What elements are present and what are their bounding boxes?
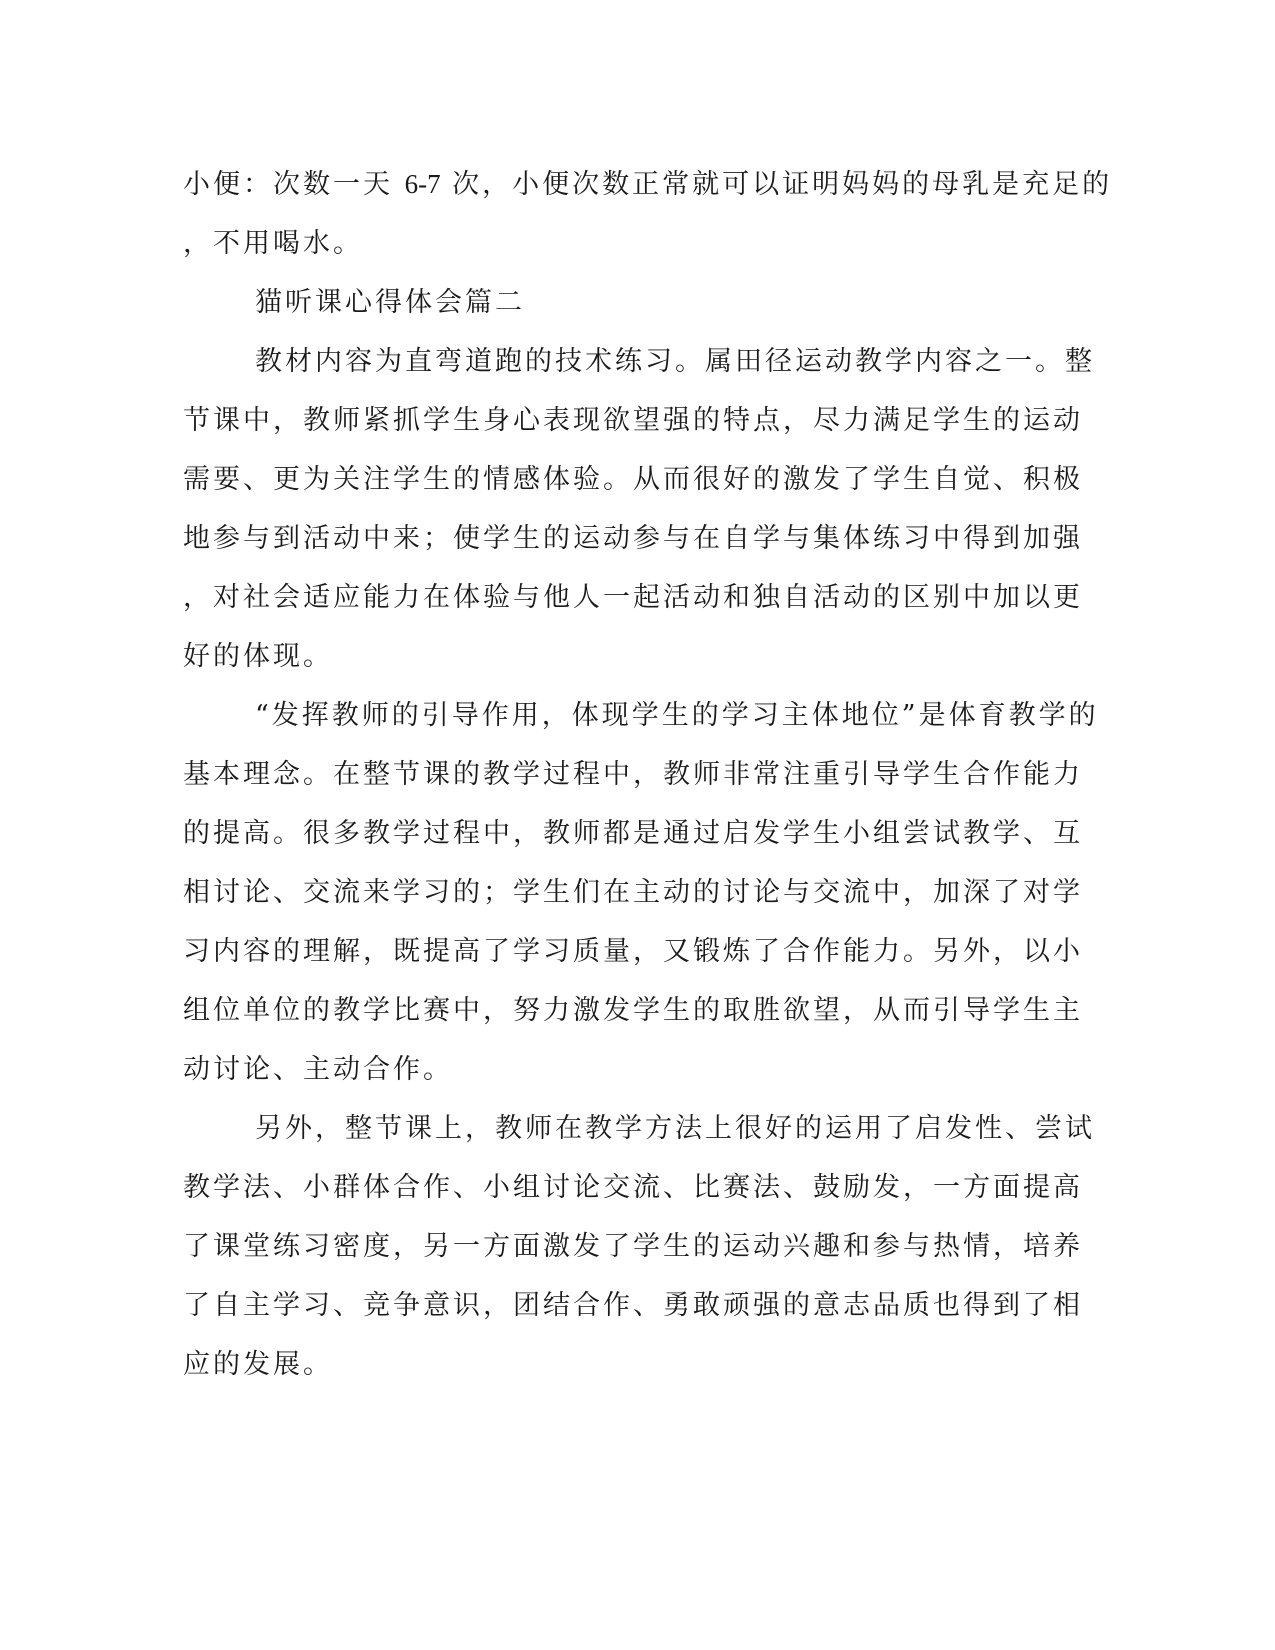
paragraph-3-line-3: 了课堂练习密度，另一方面激发了学生的运动兴趣和参与热情，培养 xyxy=(183,1231,1083,1262)
intro-text-b: 次，小便次数正常就可以证明妈妈的母乳是充足的 xyxy=(440,169,1113,200)
paragraph-2-line-2: 基本理念。在整节课的教学过程中，教师非常注重引导学生合作能力 xyxy=(183,759,1083,790)
paragraph-1-line-2: 节课中，教师紧抓学生身心表现欲望强的特点，尽力满足学生的运动 xyxy=(183,405,1083,436)
paragraph-1-line-1: 教材内容为直弯道跑的技术练习。属田径运动教学内容之一。整 xyxy=(255,346,1095,377)
intro-count: 6-7 xyxy=(404,169,441,199)
paragraph-3-line-2: 教学法、小群体合作、小组讨论交流、比赛法、鼓励发，一方面提高 xyxy=(183,1172,1083,1203)
intro-line-1 xyxy=(183,155,1113,214)
paragraph-3-line-5: 应的发展。 xyxy=(183,1349,333,1380)
paragraph-2-line-5: 习内容的理解，既提高了学习质量，又锻炼了合作能力。另外，以小 xyxy=(183,936,1083,967)
paragraph-1-line-6: 好的体现。 xyxy=(183,641,333,672)
paragraph-2-line-4: 相讨论、交流来学习的；学生们在主动的讨论与交流中，加深了对学 xyxy=(183,877,1083,908)
paragraph-2-line-6: 组位单位的教学比赛中，努力激发学生的取胜欲望，从而引导学生主 xyxy=(183,995,1083,1026)
section-title: 猫听课心得体会篇二 xyxy=(255,287,525,318)
paragraph-3-line-1: 另外，整节课上，教师在教学方法上很好的运用了启发性、尝试 xyxy=(255,1113,1095,1144)
paragraph-1-line-5: ，对社会适应能力在体验与他人一起活动和独自活动的区别中加以更 xyxy=(183,582,1083,613)
paragraph-3-line-4: 了自主学习、竞争意识，团结合作、勇敢顽强的意志品质也得到了相 xyxy=(183,1290,1083,1321)
paragraph-1-line-3: 需要、更为关注学生的情感体验。从而很好的激发了学生自觉、积极 xyxy=(183,464,1083,495)
paragraph-2-line-3: 的提高。很多教学过程中，教师都是通过启发学生小组尝试教学、互 xyxy=(183,818,1083,849)
document-body xyxy=(183,155,1113,1394)
paragraph-2-line-1: “发挥教师的引导作用，体现学生的学习主体地位”是体育教学的 xyxy=(255,700,1099,731)
intro-text-a: 小便：次数一天 xyxy=(183,169,405,200)
paragraph-1-line-4: 地参与到活动中来；使学生的运动参与在自学与集体练习中得到加强 xyxy=(183,523,1083,554)
paragraph-2-line-7: 动讨论、主动合作。 xyxy=(183,1054,453,1085)
intro-line-2: ，不用喝水。 xyxy=(183,228,363,259)
